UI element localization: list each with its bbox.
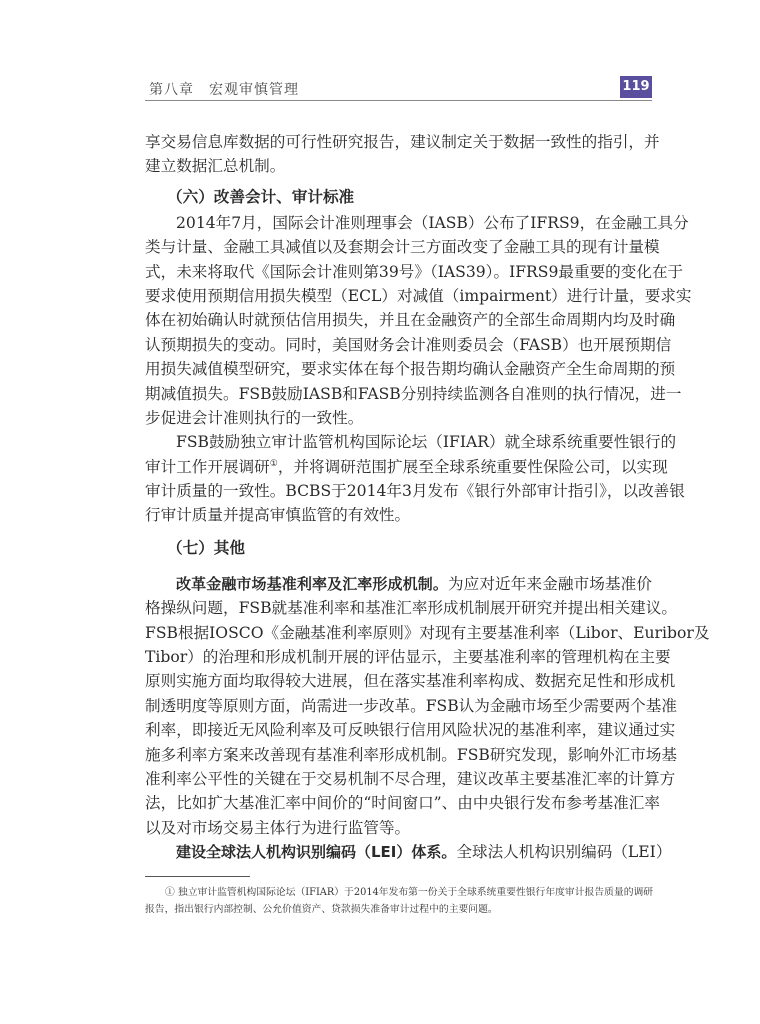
text-line: 认预期损失的变动。同时，美国财务会计准则委员会（FASB）也开展预期信 — [145, 335, 672, 354]
text-line: 审计质量的一致性。BCBS于2014年3月发布《银行外部审计指引》，以改善银 — [145, 482, 685, 501]
text-line: FSB根据IOSCO《金融基准利率原则》对现有主要基准利率（Libor、Euribor及 — [145, 623, 710, 642]
paragraph — [145, 430, 685, 528]
text-line: FSB鼓励独立审计监管机构国际论坛（IFIAR）就全球系统重要性银行的 — [176, 433, 677, 452]
text-line: 要求使用预期信用损失模型（ECL）对减值（impairment）进行计量，要求实 — [145, 286, 692, 305]
paragraph — [145, 840, 672, 864]
text-line: Tibor）的治理和形成机制开展的评估显示，主要基准利率的管理机构在主要 — [145, 648, 671, 667]
footnote — [145, 884, 652, 918]
text-line: 式，未来将取代《国际会计准则第39号》（IAS39）。IFRS9最重要的变化在于 — [145, 262, 684, 281]
text-line: 体在初始确认时就预估信用损失，并且在金融资产的全部生命周期内均及时确 — [145, 311, 676, 330]
footnote-line: ① 独立审计监管机构国际论坛（IFIAR）于2014年发布第一份关于全球系统重要性银行年度审计报告质量的调研 — [165, 887, 654, 898]
text-line — [145, 455, 668, 479]
text-line: 制透明度等原则方面，尚需进一步改革。FSB认为金融市场至少需要两个基准 — [145, 696, 677, 715]
text-line: 建立数据汇总机制。 — [145, 157, 286, 176]
text-line: 步促进会计准则执行的一致性。 — [145, 408, 364, 427]
text-line: 施多利率方案来改善现有基准利率形成机制。FSB研究发现，影响外汇市场基 — [145, 745, 677, 764]
bold-lead: 建设全球法人机构识别编码（LEI）体系。 — [176, 843, 457, 862]
text-line — [145, 840, 672, 864]
footnote-marker[interactable]: ① — [269, 458, 278, 469]
body-text — [145, 130, 710, 865]
footnote-divider — [145, 876, 250, 877]
text-line: 享交易信息库数据的可行性研究报告，建议制定关于数据一致性的指引，并 — [145, 133, 660, 151]
paragraph — [145, 211, 692, 431]
text-span: ，并将调研范围扩展至全球系统重要性保险公司，以实现 — [277, 457, 668, 476]
section-heading-6: （六）改善会计、审计标准 — [167, 186, 355, 206]
text-line — [145, 572, 652, 596]
text-line: 法，比如扩大基准汇率中间价的“时间窗口”、由中央银行发布参考基准汇率 — [145, 794, 660, 813]
text-line: 利率，即接近无风险利率及可反映银行信用风险状况的基准利率，建议通过实 — [145, 721, 676, 740]
text-line: 用损失减值模型研究，要求实体在每个报告期均确认金融资产全生命周期的预 — [145, 360, 676, 379]
text-line: 类与计量、金融工具减值以及套期会计三方面改变了金融工具的现有计量模 — [145, 238, 660, 257]
text-span: 全球法人机构识别编码（LEI） — [456, 843, 672, 862]
text-span: 为应对近年来金融市场基准价 — [447, 574, 652, 593]
text-line: 以及对市场交易主体行为进行监管等。 — [145, 818, 411, 837]
text-span: 审计工作开展调研 — [145, 457, 270, 476]
text-line: 准利率公平性的关键在于交易机制不尽合理，建议改革主要基准汇率的计算方 — [145, 769, 676, 788]
footnote-line: 报告，指出银行内部控制、公允价值资产、贷款损失准备审计过程中的主要问题。 — [145, 904, 498, 915]
text-line: 格操纵问题，FSB就基准利率和基准汇率形成机制展开研究并提出相关建议。 — [145, 599, 677, 618]
text-line: 2014年7月，国际会计准则理事会（IASB）公布了IFRS9，在金融工具分 — [176, 213, 689, 232]
section-heading-7: （七）其他 — [167, 537, 245, 557]
bold-lead: 改革金融市场基准利率及汇率形成机制。 — [176, 574, 448, 593]
running-header — [145, 76, 652, 101]
page-number-badge: 119 — [620, 76, 652, 98]
chapter-title: 第八章 宏观审慎管理 — [149, 82, 299, 98]
paragraph — [145, 130, 660, 179]
text-line: 行审计质量并提高审慎监管的有效性。 — [145, 506, 411, 525]
text-line: 原则实施方面均取得较大进展，但在落实基准利率构成、数据充足性和形成机 — [145, 672, 676, 691]
paragraph — [145, 572, 710, 840]
text-line: 期减值损失。FSB鼓励IASB和FASB分别持续监测各自准则的执行情况，进一 — [145, 384, 682, 403]
